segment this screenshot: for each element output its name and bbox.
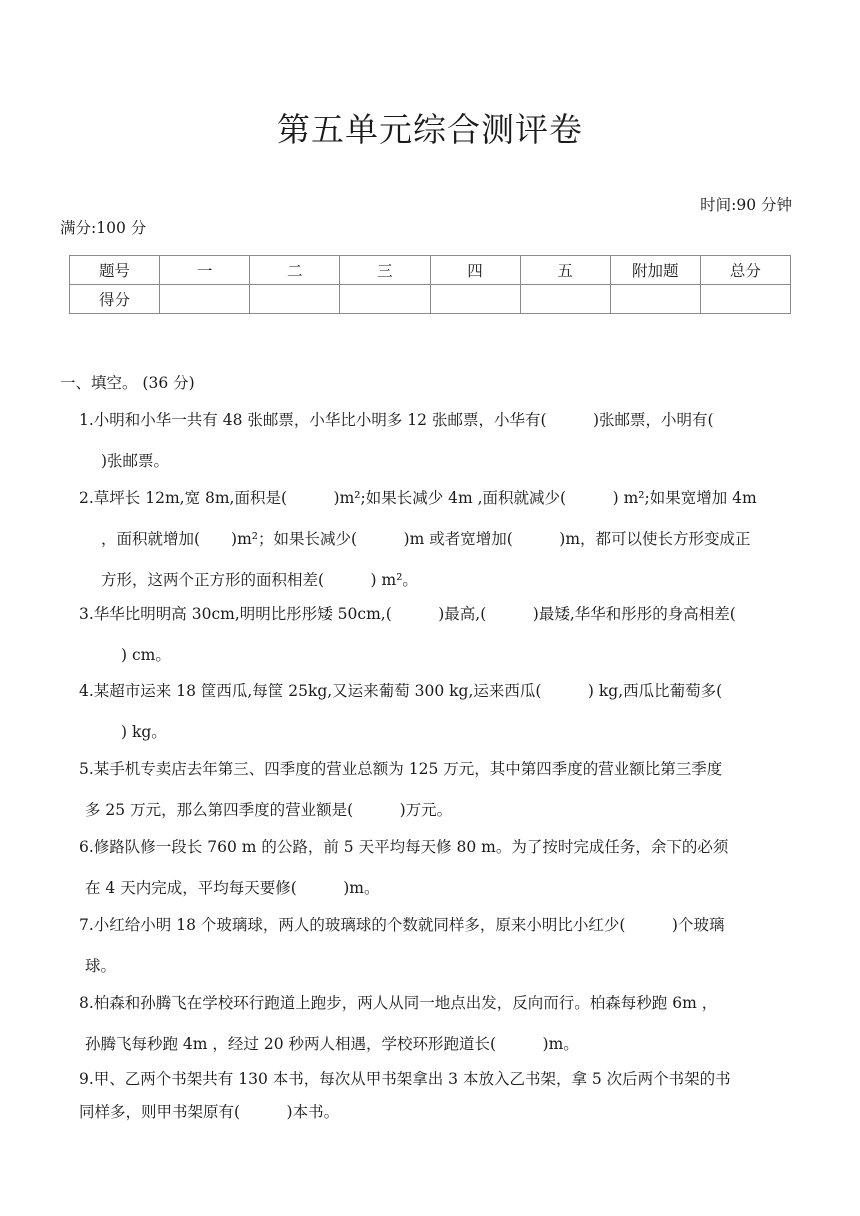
score-table-header-row: [70, 256, 791, 285]
score-cell[interactable]: [160, 285, 250, 314]
header-cell: 三: [340, 256, 430, 285]
question-line: 多 25 万元，那么第四季度的营业额是( )万元。: [85, 801, 453, 819]
header-cell: 一: [160, 256, 250, 285]
question-line: 3.华华比明明高 30cm,明明比彤彤矮 50cm,( )最高,( )最矮,华华和彤彤的身高相差(: [79, 605, 736, 623]
question-line: 孙腾飞每秒跑 4m ，经过 20 秒两人相遇，学校环形跑道长( )m。: [85, 1035, 579, 1053]
header-cell: 总分: [700, 256, 790, 285]
question-4: [79, 671, 809, 753]
question-line: 9.甲、乙两个书架共有 130 本书，每次从甲书架拿出 3 本放入乙书架，拿 5 次后两个书架的书: [79, 1070, 731, 1088]
question-8: [79, 983, 809, 1065]
score-cell[interactable]: [610, 285, 700, 314]
question-line: 5.某手机专卖店去年第三、四季度的营业总额为 125 万元，其中第四季度的营业额比第三季度: [79, 760, 723, 778]
full-mark: 满分:100 分: [60, 219, 147, 237]
question-line: 8.柏森和孙腾飞在学校环行跑道上跑步，两人从同一地点出发，反向而行。柏森每秒跑 6m ，: [79, 994, 718, 1012]
question-line: 在 4 天内完成，平均每天要修( )m。: [85, 879, 380, 897]
question-line: 同样多，则甲书架原有( )本书。: [79, 1103, 340, 1121]
score-cell[interactable]: [340, 285, 430, 314]
question-7: [79, 905, 809, 987]
score-table-score-row: [70, 285, 791, 314]
exam-time: 时间:90 分钟: [700, 196, 792, 214]
header-cell: 四: [430, 256, 520, 285]
header-cell: 附加题: [610, 256, 700, 285]
question-line: 2.草坪长 12m,宽 8m,面积是( )m²;如果长减少 4m ,面积就减少( ) m²;如果宽增加 4m: [79, 489, 757, 507]
question-5: [79, 749, 809, 831]
header-cell: 五: [520, 256, 610, 285]
question-line: 方形，这两个正方形的面积相差( ) m²。: [101, 571, 418, 589]
question-1: [79, 400, 809, 482]
question-line: 6.修路队修一段长 760 m 的公路，前 5 天平均每天修 80 m。为了按时完成任务，余下的必须: [79, 838, 729, 856]
question-line: 4.某超市运来 18 筐西瓜,每筐 25kg,又运来葡萄 300 kg,运来西瓜( ) kg,西瓜比葡萄多(: [79, 682, 723, 700]
score-cell[interactable]: [700, 285, 790, 314]
question-2: [79, 478, 809, 601]
score-table: [69, 255, 791, 314]
question-line: 1.小明和小华一共有 48 张邮票，小华比小明多 12 张邮票，小华有( )张邮票，小明有(: [79, 411, 714, 429]
score-cell[interactable]: [250, 285, 340, 314]
question-line: ) kg。: [121, 723, 167, 741]
question-6: [79, 827, 809, 909]
question-9: [79, 1063, 809, 1129]
section-heading: 一、填空。 (36 分): [60, 374, 195, 392]
score-cell[interactable]: [520, 285, 610, 314]
question-line: )张邮票。: [101, 452, 170, 470]
header-cell: 二: [250, 256, 340, 285]
row-label: 得分: [70, 285, 160, 314]
header-cell: 题号: [70, 256, 160, 285]
question-line: ) cm。: [121, 646, 171, 664]
score-cell[interactable]: [430, 285, 520, 314]
question-line: ，面积就增加( )m²；如果长减少( )m 或者宽增加( )m，都可以使长方形变成正: [101, 530, 751, 548]
page-title: 第五单元综合测评卷: [277, 110, 583, 149]
question-3: [79, 594, 809, 676]
question-line: 球。: [85, 957, 117, 975]
question-line: 7.小红给小明 18 个玻璃球，两人的玻璃球的个数就同样多，原来小明比小红少( )个玻璃: [79, 916, 725, 934]
